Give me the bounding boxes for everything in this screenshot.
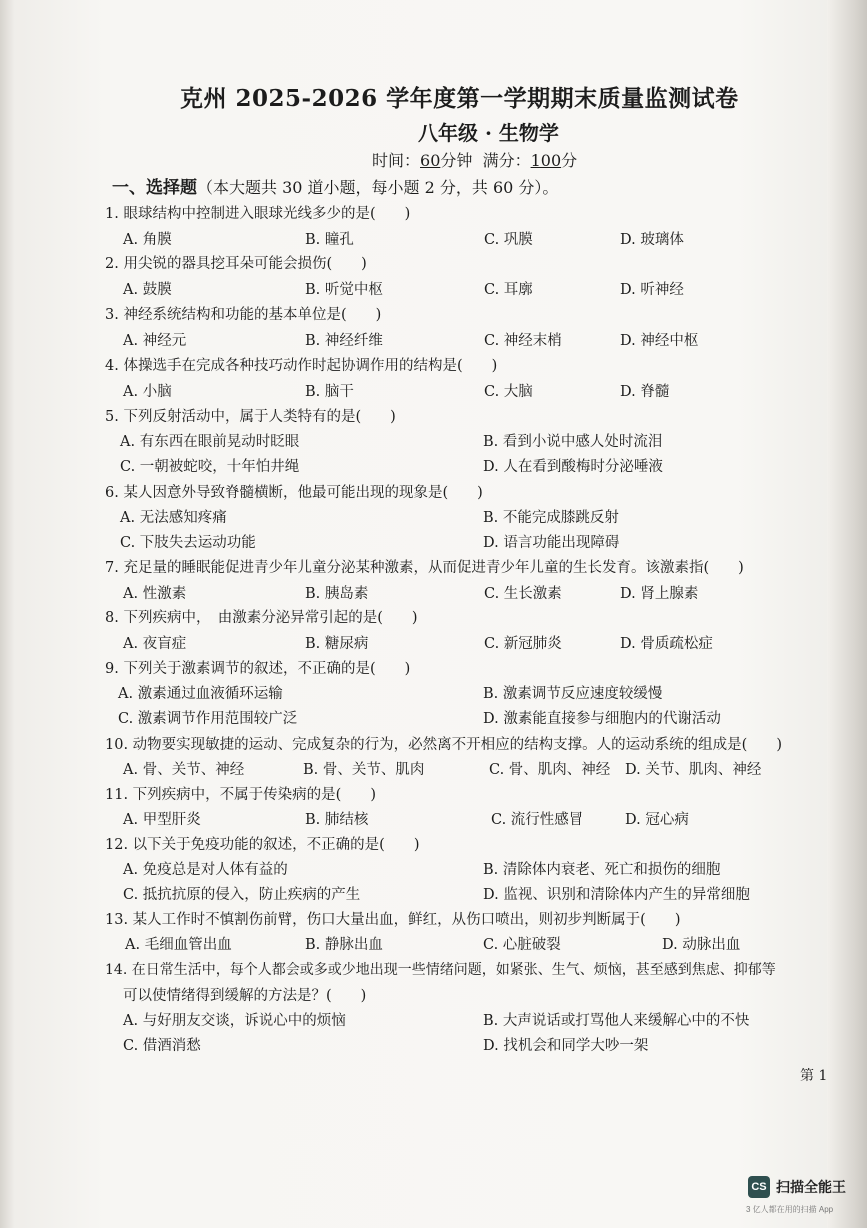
question-11-stem: 11. 下列疾病中，不属于传染病的是( ) — [105, 787, 376, 803]
option-a[interactable]: A. 小脑 — [123, 384, 172, 400]
option-d[interactable]: D. 肾上腺素 — [620, 586, 699, 602]
score-value: 100 — [530, 151, 562, 170]
option-d[interactable]: D. 动脉出血 — [662, 937, 741, 953]
section-heading — [112, 173, 558, 198]
option-c[interactable]: C. 流行性感冒 — [491, 812, 584, 828]
question-9-stem: 9. 下列关于激素调节的叙述，不正确的是( ) — [105, 661, 411, 677]
question-1-stem: 1. 眼球结构中控制进入眼球光线多少的是( ) — [105, 206, 411, 222]
option-c[interactable]: C. 一朝被蛇咬，十年怕井绳 — [120, 459, 300, 475]
option-c[interactable]: C. 借酒消愁 — [123, 1038, 201, 1054]
question-12-stem: 12. 以下关于免疫功能的叙述，不正确的是( ) — [105, 837, 420, 853]
question-6-stem: 6. 某人因意外导致脊髓横断，他最可能出现的现象是( ) — [105, 485, 483, 501]
option-b[interactable]: B. 肺结核 — [305, 812, 369, 828]
page-edge-left — [0, 0, 14, 1228]
camscanner-logo-icon: CS — [748, 1176, 770, 1198]
score-unit: 分 — [561, 151, 578, 170]
option-c[interactable]: C. 大脑 — [484, 384, 533, 400]
option-b[interactable]: B. 骨、关节、肌肉 — [303, 762, 425, 778]
time-label: 时间： — [372, 151, 421, 170]
option-a[interactable]: A. 骨、关节、神经 — [123, 762, 245, 778]
option-b[interactable]: B. 糖尿病 — [305, 636, 369, 652]
time-unit: 分钟 — [440, 151, 473, 170]
scanner-app-name: 扫描全能王 — [776, 1179, 846, 1195]
question-7-stem: 7. 充足量的睡眠能促进青少年儿童分泌某种激素，从而促进青少年儿童的生长发育。该激素指( ) — [105, 560, 744, 576]
option-d[interactable]: D. 冠心病 — [625, 812, 689, 828]
option-a[interactable]: A. 与好朋友交谈，诉说心中的烦恼 — [123, 1013, 346, 1029]
option-a[interactable]: A. 角膜 — [123, 232, 172, 248]
question-4-stem: 4. 体操选手在完成各种技巧动作时起协调作用的结构是( ) — [105, 358, 498, 374]
option-a[interactable]: A. 甲型肝炎 — [123, 812, 201, 828]
option-b[interactable]: B. 激素调节反应速度较缓慢 — [483, 686, 663, 702]
option-b[interactable]: B. 大声说话或打骂他人来缓解心中的不快 — [483, 1013, 750, 1029]
option-d[interactable]: D. 语言功能出现障碍 — [483, 535, 620, 551]
option-a[interactable]: A. 激素通过血液循环运输 — [118, 686, 283, 702]
option-d[interactable]: D. 监视、识别和清除体内产生的异常细胞 — [483, 887, 750, 903]
question-2-stem: 2. 用尖锐的器具挖耳朵可能会损伤( ) — [105, 256, 367, 272]
page-edge-right — [827, 0, 867, 1228]
option-a[interactable]: A. 免疫总是对人体有益的 — [123, 862, 288, 878]
question-13-stem: 13. 某人工作时不慎割伤前臂，伤口大量出血，鲜红，从伤口喷出，则初步判断属于( ) — [105, 912, 681, 928]
section-note: （本大题共 30 道小题，每小题 2 分，共 60 分）。 — [197, 178, 559, 197]
option-d[interactable]: D. 激素能直接参与细胞内的代谢活动 — [483, 711, 721, 727]
option-b[interactable]: B. 不能完成膝跳反射 — [483, 510, 619, 526]
question-14-stem-continued: 可以使情绪得到缓解的方法是？( ) — [123, 988, 367, 1004]
option-b[interactable]: B. 脑干 — [305, 384, 354, 400]
question-14-stem: 14. 在日常生活中，每个人都会或多或少地出现一些情绪问题，如紧张、生气、烦恼，甚至感到焦虑、抑郁等 — [105, 962, 776, 978]
option-c[interactable]: C. 激素调节作用范围较广泛 — [118, 711, 298, 727]
option-a[interactable]: A. 无法感知疼痛 — [120, 510, 227, 526]
time-value: 60 — [420, 151, 441, 170]
exam-meta — [372, 148, 577, 171]
option-d[interactable]: D. 听神经 — [620, 282, 684, 298]
option-b[interactable]: B. 瞳孔 — [305, 232, 354, 248]
option-d[interactable]: D. 神经中枢 — [620, 333, 699, 349]
option-c[interactable]: C. 巩膜 — [484, 232, 533, 248]
score-label: 满分： — [482, 151, 531, 170]
option-b[interactable]: B. 静脉出血 — [305, 937, 383, 953]
option-a[interactable]: A. 毛细血管出血 — [125, 937, 232, 953]
option-b[interactable]: B. 神经纤维 — [305, 333, 383, 349]
option-b[interactable]: B. 看到小说中感人处时流泪 — [483, 434, 663, 450]
option-c[interactable]: C. 抵抗抗原的侵入，防止疾病的产生 — [123, 887, 361, 903]
option-a[interactable]: A. 鼓膜 — [123, 282, 172, 298]
option-a[interactable]: A. 夜盲症 — [123, 636, 187, 652]
option-c[interactable]: C. 耳廓 — [484, 282, 533, 298]
option-b[interactable]: B. 清除体内衰老、死亡和损伤的细胞 — [483, 862, 721, 878]
exam-subtitle: 八年级 · 生物学 — [418, 121, 559, 145]
option-c[interactable]: C. 神经末梢 — [484, 333, 562, 349]
exam-title: 克州 2025-2026 学年度第一学期期末质量监测试卷 — [180, 85, 739, 112]
option-d[interactable]: D. 脊髓 — [620, 384, 670, 400]
question-5-stem: 5. 下列反射活动中，属于人类特有的是( ) — [105, 409, 396, 425]
option-b[interactable]: B. 听觉中枢 — [305, 282, 383, 298]
option-d[interactable]: D. 玻璃体 — [620, 232, 684, 248]
option-a[interactable]: A. 性激素 — [123, 586, 187, 602]
option-b[interactable]: B. 胰岛素 — [305, 586, 369, 602]
option-d[interactable]: D. 找机会和同学大吵一架 — [483, 1038, 649, 1054]
question-8-stem: 8. 下列疾病中， 由激素分泌异常引起的是( ) — [105, 610, 418, 626]
page-number: 第 1 — [800, 1068, 828, 1084]
section-title: 一、选择题 — [112, 178, 197, 198]
option-c[interactable]: C. 新冠肺炎 — [484, 636, 562, 652]
option-c[interactable]: C. 心脏破裂 — [483, 937, 561, 953]
scanner-watermark — [748, 1176, 846, 1198]
question-3-stem: 3. 神经系统结构和功能的基本单位是( ) — [105, 307, 382, 323]
option-d[interactable]: D. 骨质疏松症 — [620, 636, 713, 652]
option-d[interactable]: D. 关节、肌肉、神经 — [625, 762, 762, 778]
option-c[interactable]: C. 骨、肌肉、神经 — [489, 762, 611, 778]
option-a[interactable]: A. 神经元 — [123, 333, 187, 349]
option-a[interactable]: A. 有东西在眼前晃动时眨眼 — [120, 434, 300, 450]
scanner-tagline: 3 亿人都在用的扫描 App — [746, 1205, 834, 1214]
option-c[interactable]: C. 生长激素 — [484, 586, 562, 602]
question-10-stem: 10. 动物要实现敏捷的运动、完成复杂的行为，必然离不开相应的结构支撑。人的运动系统的组成是( ) — [105, 737, 782, 753]
option-c[interactable]: C. 下肢失去运动功能 — [120, 535, 256, 551]
option-d[interactable]: D. 人在看到酸梅时分泌唾液 — [483, 459, 663, 475]
